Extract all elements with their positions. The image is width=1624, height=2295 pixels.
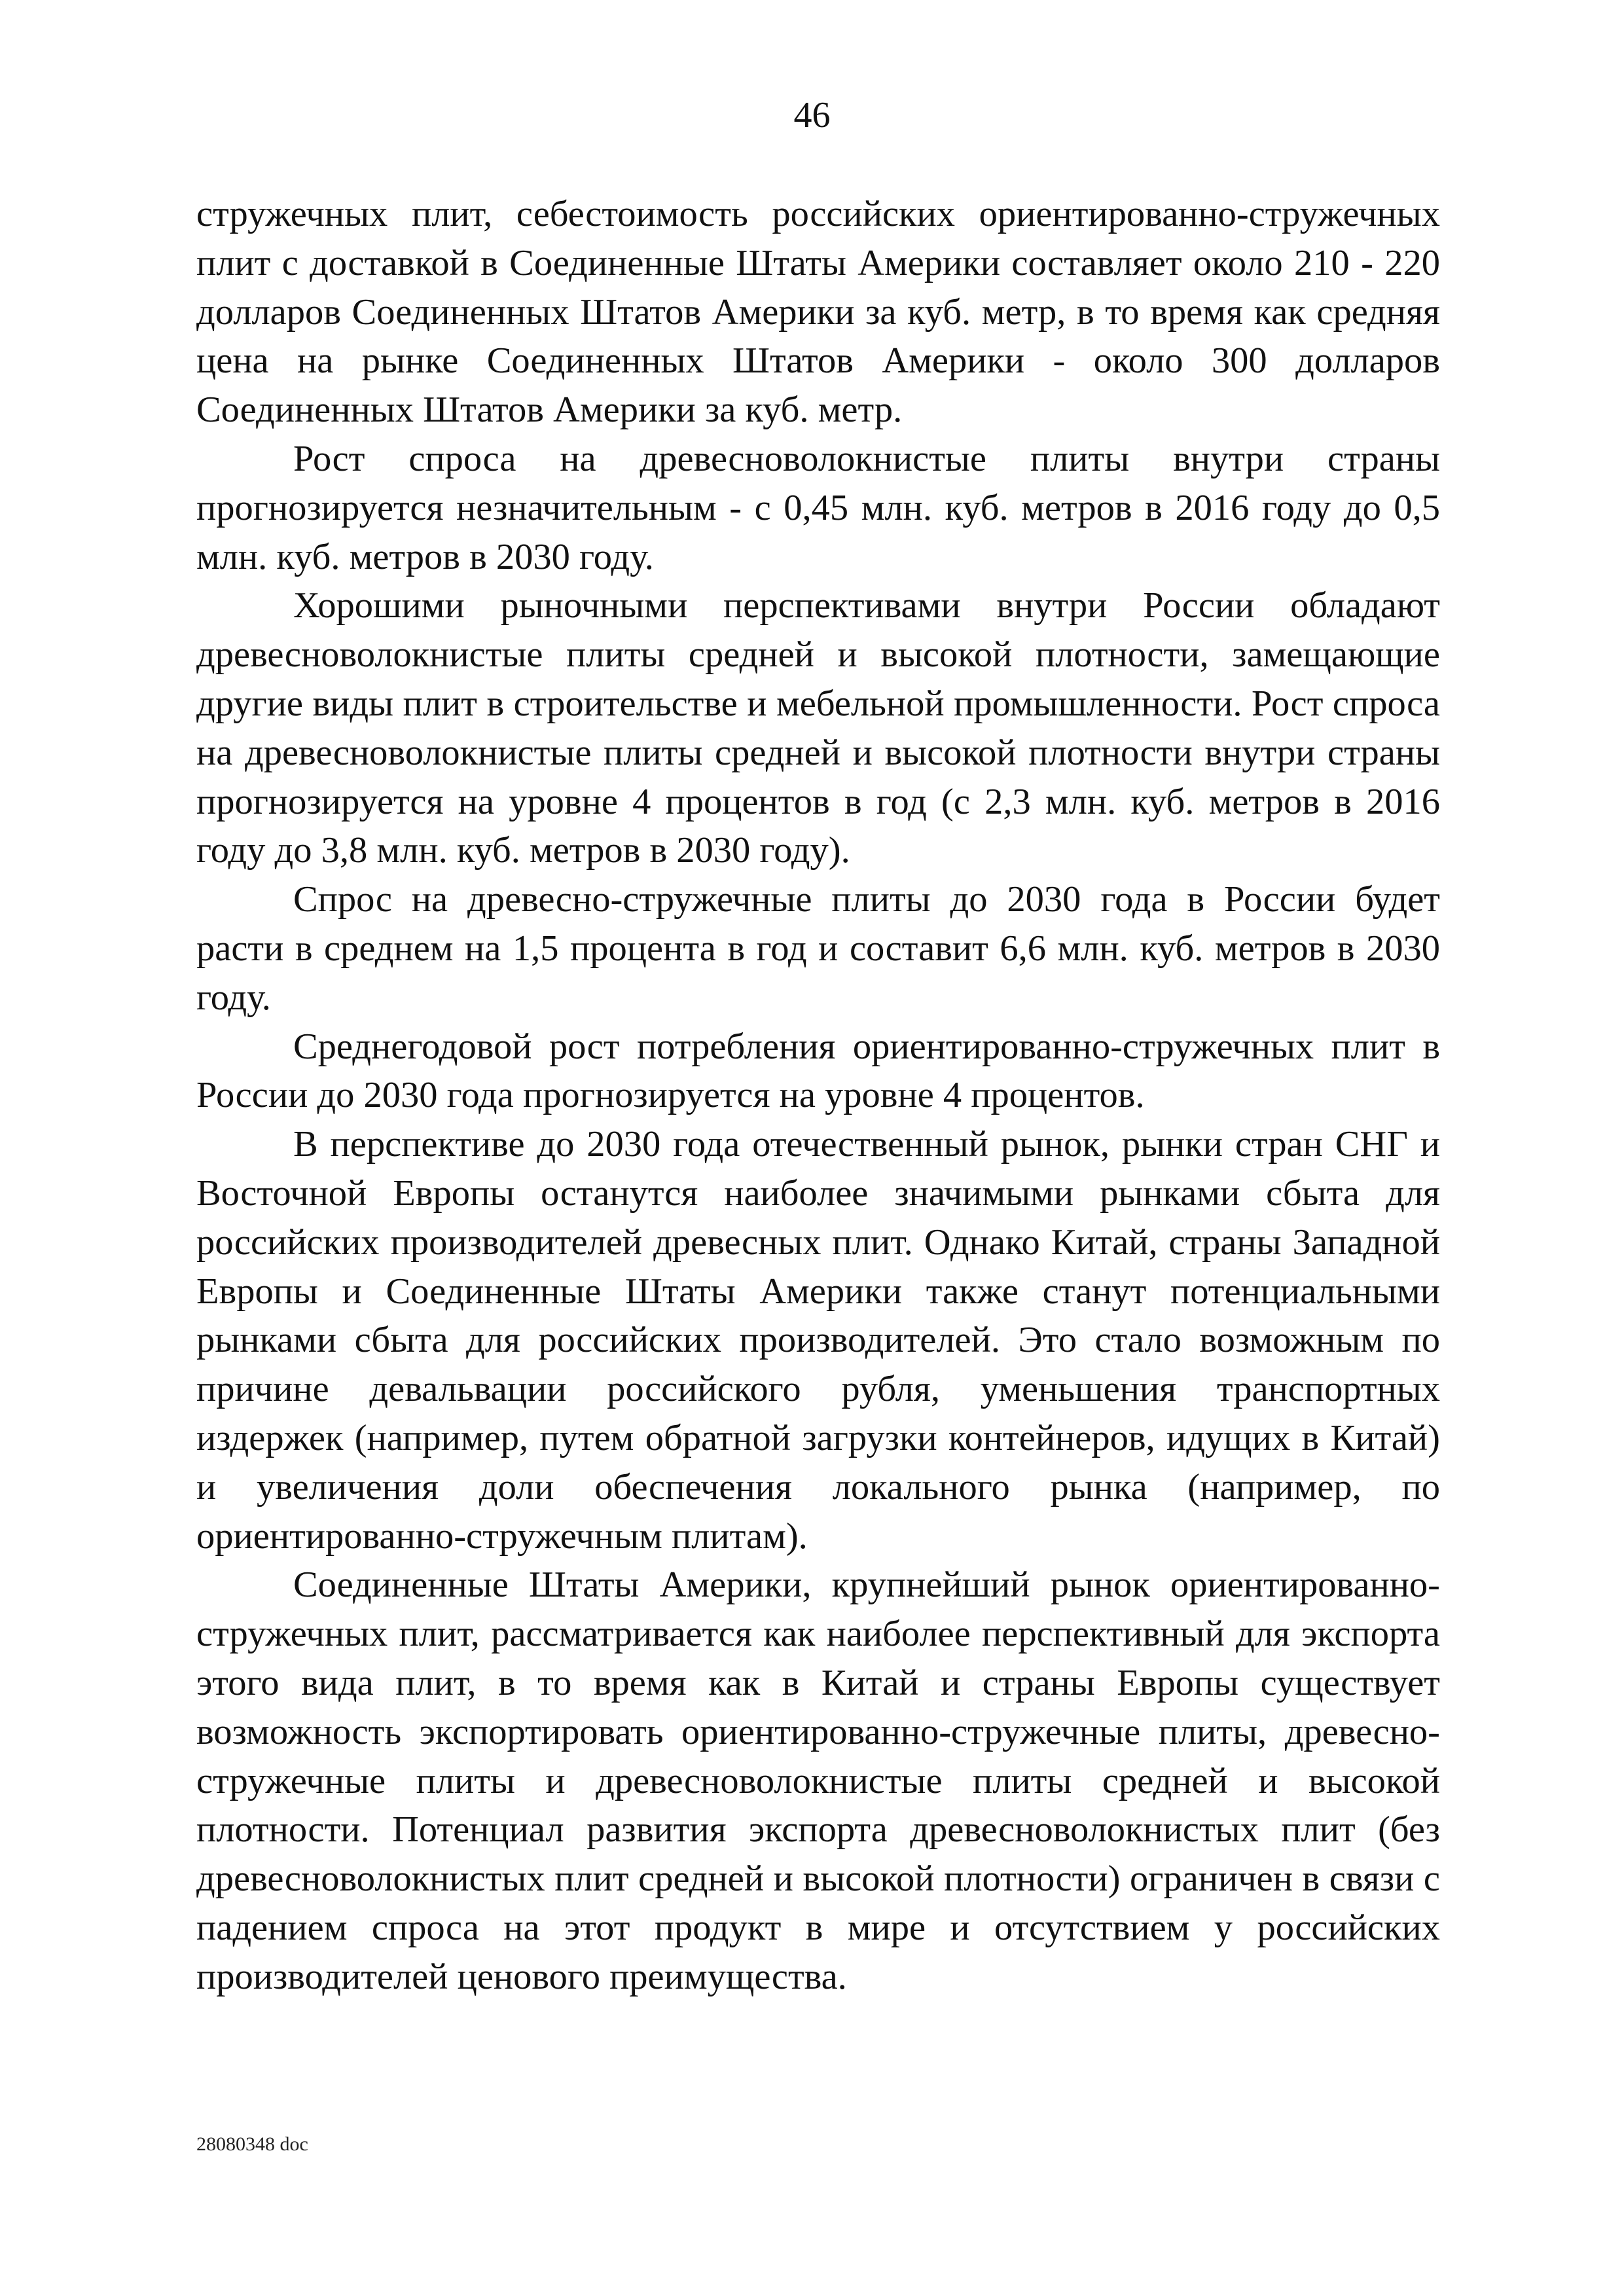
paragraph-mdf-prospects: Хорошими рыночными перспективами внутри России обладают древесноволокнистые плиты средней и высокой плотности, замещающие другие виды плит в строительстве и мебельной промышленности. Рост спроса на древесноволокнистые плиты средней и высокой плотности внутри страны прогнозируется на уровне 4 процентов в год (с 2,3 млн. куб. метров в 2016 году до 3,8 млн. куб. метров в 2030 году). (196, 585, 1440, 871)
paragraph-markets-outlook: В перспективе до 2030 года отечественный рынок, рынки стран СНГ и Восточной Европы останутся наиболее значимыми рынками сбыта для российских производителей древесных плит. Однако Китай, страны Западной Европы и Соединенные Штаты Америки также станут потенциальными рынками сбыта для российских производителей. Это стало возможным по причине девальвации российского рубля, уменьшения транспортных издержек (например, путем обратной загрузки контейнеров, идущих в Китай) и увеличения доли обеспечения локального рынка (например, по ориентированно-стружечным плитам). (196, 1124, 1440, 1557)
page-number: 46 (793, 95, 831, 136)
paragraph-fibreboard-demand: Рост спроса на древесноволокнистые плиты внутри страны прогнозируется незначительным - с 0,45 млн. куб. метров в 2016 году до 0,5 млн. куб. метров в 2030 году. (196, 438, 1440, 577)
document-body (196, 190, 1440, 2001)
paragraph-export-potential: Соединенные Штаты Америки, крупнейший рынок ориентированно-стружечных плит, рассматривается как наиболее перспективный для экспорта этого вида плит, в то время как в Китай и страны Европы существует возможность экспортировать ориентированно-стружечные плиты, древесно-стружечные плиты и древесноволокнистые плиты средней и высокой плотности. Потенциал развития экспорта древесноволокнистых плит (без древесноволокнистых плит средней и высокой плотности) ограничен в связи с падением спроса на этот продукт в мире и отсутствием у российских производителей ценового преимущества. (196, 1564, 1440, 1997)
paragraph-continuation: стружечных плит, себестоимость российских ориентированно-стружечных плит с доставкой в Соединенные Штаты Америки составляет около 210 - 220 долларов Соединенных Штатов Америки за куб. метр, в то время как средняя цена на рынке Соединенных Штатов Америки - около 300 долларов Соединенных Штатов Америки за куб. метр. (196, 194, 1440, 431)
paragraph-osb-consumption: Среднегодовой рост потребления ориентированно-стружечных плит в России до 2030 года прогнозируется на уровне 4 процентов. (196, 1026, 1440, 1116)
paragraph-particleboard-demand: Спрос на древесно-стружечные плиты до 2030 года в России будет расти в среднем на 1,5 процента в год и составит 6,6 млн. куб. метров в 2030 году. (196, 879, 1440, 1018)
document-code: 28080348 doc (196, 2133, 308, 2155)
